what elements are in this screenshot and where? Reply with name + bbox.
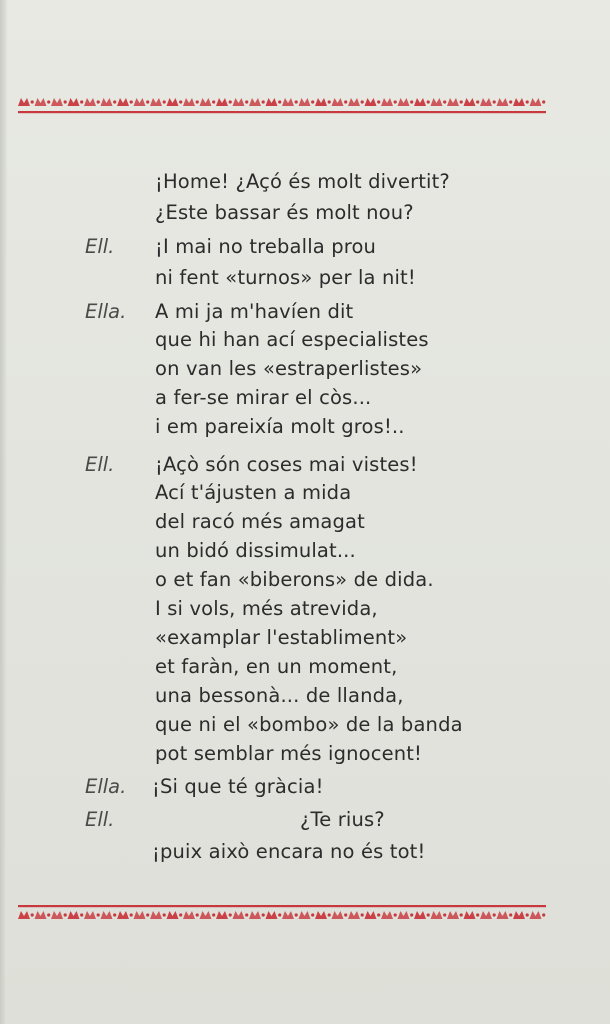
ornament-motif [282, 98, 294, 106]
ornament-dot [427, 100, 430, 103]
ornament-motif [414, 911, 426, 919]
verse-line-23: ¡puix això encara no és tot! [152, 840, 426, 863]
ornament-dot [163, 100, 166, 103]
ornament-motif [84, 911, 96, 919]
ornament-motif [365, 98, 377, 106]
ornament-motif [464, 911, 476, 919]
ornament-dot [295, 100, 298, 103]
ornament-dot [443, 100, 446, 103]
ornament-motif [332, 98, 344, 106]
speaker-label-ell: Ell. [85, 235, 115, 258]
ornament-dot [80, 913, 83, 916]
ornament-dot [476, 100, 479, 103]
verse-line-9: i em pareixía molt gros!.. [155, 415, 405, 438]
speaker-label-ella: Ella. [85, 775, 127, 798]
ornament-motif [68, 98, 80, 106]
ornament-motif [266, 98, 278, 106]
ornament-motif [35, 911, 47, 919]
ornament-motif [299, 98, 311, 106]
ornament-motif [167, 98, 179, 106]
verse-line-11: Ací t'ájusten a mida [155, 481, 352, 504]
ornament-motif [117, 98, 129, 106]
ornament-motif [249, 911, 261, 919]
ornament-motif [365, 911, 377, 919]
ornament-dot [229, 100, 232, 103]
verse-line-14: o et fan «biberons» de dida. [155, 568, 434, 591]
verse-line-13: un bidó dissimulat... [155, 539, 356, 562]
ornament-dot [443, 913, 446, 916]
ornament-motif [183, 98, 195, 106]
ornament-motif [513, 911, 525, 919]
ornament-dot [245, 100, 248, 103]
ornament-motif [332, 911, 344, 919]
ornament-dot [509, 100, 512, 103]
ornament-dot [493, 913, 496, 916]
ornament-dot [97, 913, 100, 916]
ornament-dot [196, 913, 199, 916]
ornament-motif [398, 911, 410, 919]
ornament-rule [18, 905, 546, 907]
ornament-dot [64, 913, 67, 916]
ornament-motif [101, 911, 113, 919]
ornament-dot [394, 913, 397, 916]
ornament-motif [183, 911, 195, 919]
verse-line-16: «examplar l'establiment» [155, 626, 408, 649]
ornament-motif [150, 98, 162, 106]
bottom-ornamental-border [18, 900, 546, 926]
ornament-motif [431, 911, 443, 919]
ornament-dot [361, 100, 364, 103]
verse-line-8: a fer-se mirar el còs... [155, 386, 372, 409]
ornament-motif [117, 911, 129, 919]
ornament-dot [377, 913, 380, 916]
ornament-motif [266, 911, 278, 919]
ornament-motif [480, 98, 492, 106]
verse-line-18: una bessonà... de llanda, [155, 684, 404, 707]
ornament-dot [526, 100, 529, 103]
ornament-dot [245, 913, 248, 916]
ornament-dot [97, 100, 100, 103]
ornament-motif [447, 98, 459, 106]
ornament-motif [431, 98, 443, 106]
ornament-motif [414, 98, 426, 106]
ornament-dot [509, 913, 512, 916]
ornament-motif [216, 98, 228, 106]
ornament-motif [35, 98, 47, 106]
ornament-motif [18, 98, 30, 106]
verse-line-6: que hi han ací especialistes [155, 328, 429, 351]
ornament-dot [196, 100, 199, 103]
verse-line-5: A mi ja m'havíen dit [155, 300, 354, 323]
ornament-dot [344, 913, 347, 916]
verse-line-10: ¡Açò són coses mai vistes! [155, 453, 418, 476]
ornament-motif [249, 98, 261, 106]
ornament-dot [410, 913, 413, 916]
ornament-motif [447, 911, 459, 919]
ornament-dot [427, 913, 430, 916]
ornament-rule [18, 111, 546, 113]
ornament-dot [31, 913, 34, 916]
ornament-motif [530, 98, 542, 106]
ornament-motif [150, 911, 162, 919]
ornament-motif [497, 98, 509, 106]
verse-line-2: ¿Este bassar és molt nou? [155, 201, 414, 224]
ornament-motif [51, 911, 63, 919]
ornament-motif [480, 911, 492, 919]
ornament-motif [348, 98, 360, 106]
ornament-dot [311, 913, 314, 916]
page-edge-shadow [0, 0, 7, 1024]
ornament-dot [361, 913, 364, 916]
ornament-motif [530, 911, 542, 919]
ornament-dot [146, 913, 149, 916]
ornament-dot [80, 100, 83, 103]
ornament-dot [460, 913, 463, 916]
verse-line-19: que ni el «bombo» de la banda [155, 713, 463, 736]
ornament-dot [328, 913, 331, 916]
ornament-motif [398, 98, 410, 106]
ornament-motif [51, 98, 63, 106]
ornament-motif [315, 911, 327, 919]
verse-line-1: ¡Home! ¿Açó és molt divertit? [155, 170, 450, 193]
ornament-dot [113, 100, 116, 103]
verse-line-21: ¡Si que té gràcia! [152, 775, 324, 798]
ornament-motif [497, 911, 509, 919]
ornament-dot [262, 913, 265, 916]
ornament-dot [278, 913, 281, 916]
verse-line-7: on van les «estraperlistes» [155, 357, 423, 380]
ornament-dot [146, 100, 149, 103]
ornament-motif [233, 98, 245, 106]
ornament-dot [47, 100, 50, 103]
ornament-dot [31, 100, 34, 103]
ornament-motif [464, 98, 476, 106]
ornament-dot [311, 100, 314, 103]
verse-line-20: pot semblar més ignocent! [155, 742, 422, 765]
ornament-motif [299, 911, 311, 919]
verse-line-22: ¿Te rius? [300, 808, 385, 831]
ornament-dot [130, 100, 133, 103]
ornament-dot [295, 913, 298, 916]
speaker-label-ell: Ell. [85, 453, 115, 476]
ornament-motif [315, 98, 327, 106]
ornament-dot [542, 100, 545, 103]
ornament-motif [101, 98, 113, 106]
ornament-dot [476, 913, 479, 916]
ornament-motif [282, 911, 294, 919]
speaker-label-ell: Ell. [85, 808, 115, 831]
ornament-dot [130, 913, 133, 916]
ornament-motif [200, 98, 212, 106]
ornament-dot [113, 913, 116, 916]
ornament-dot [394, 100, 397, 103]
ornament-dot [262, 100, 265, 103]
ornament-motif [167, 911, 179, 919]
ornament-motif [381, 98, 393, 106]
ornament-dot [163, 913, 166, 916]
ornament-dot [179, 913, 182, 916]
ornament-dot [460, 100, 463, 103]
ornament-motif [134, 911, 146, 919]
ornament-motif [68, 911, 80, 919]
ornament-motif [233, 911, 245, 919]
ornament-dot [493, 100, 496, 103]
ornament-dot [229, 913, 232, 916]
ornament-dot [64, 100, 67, 103]
ornament-dot [328, 100, 331, 103]
ornament-motif [513, 98, 525, 106]
verse-line-3: ¡I mai no treballa prou [155, 235, 377, 258]
verse-line-15: I si vols, més atrevida, [155, 597, 378, 620]
speaker-label-ella: Ella. [85, 300, 127, 323]
ornament-motif [200, 911, 212, 919]
ornament-dot [526, 913, 529, 916]
ornament-motif [381, 911, 393, 919]
verse-line-4: ni fent «turnos» per la nit! [155, 266, 416, 289]
ornament-dot [377, 100, 380, 103]
ornament-dot [542, 913, 545, 916]
ornament-dot [212, 100, 215, 103]
ornament-dot [410, 100, 413, 103]
ornament-dot [47, 913, 50, 916]
ornament-motif [134, 98, 146, 106]
ornament-dot [179, 100, 182, 103]
ornament-dot [344, 100, 347, 103]
ornament-motif [84, 98, 96, 106]
ornament-motif [348, 911, 360, 919]
top-ornamental-border [18, 92, 546, 118]
verse-line-12: del racó més amagat [155, 510, 365, 533]
ornament-dot [278, 100, 281, 103]
ornament-motif [18, 911, 30, 919]
ornament-dot [212, 913, 215, 916]
verse-line-17: et faràn, en un moment, [155, 655, 398, 678]
ornament-motif [216, 911, 228, 919]
